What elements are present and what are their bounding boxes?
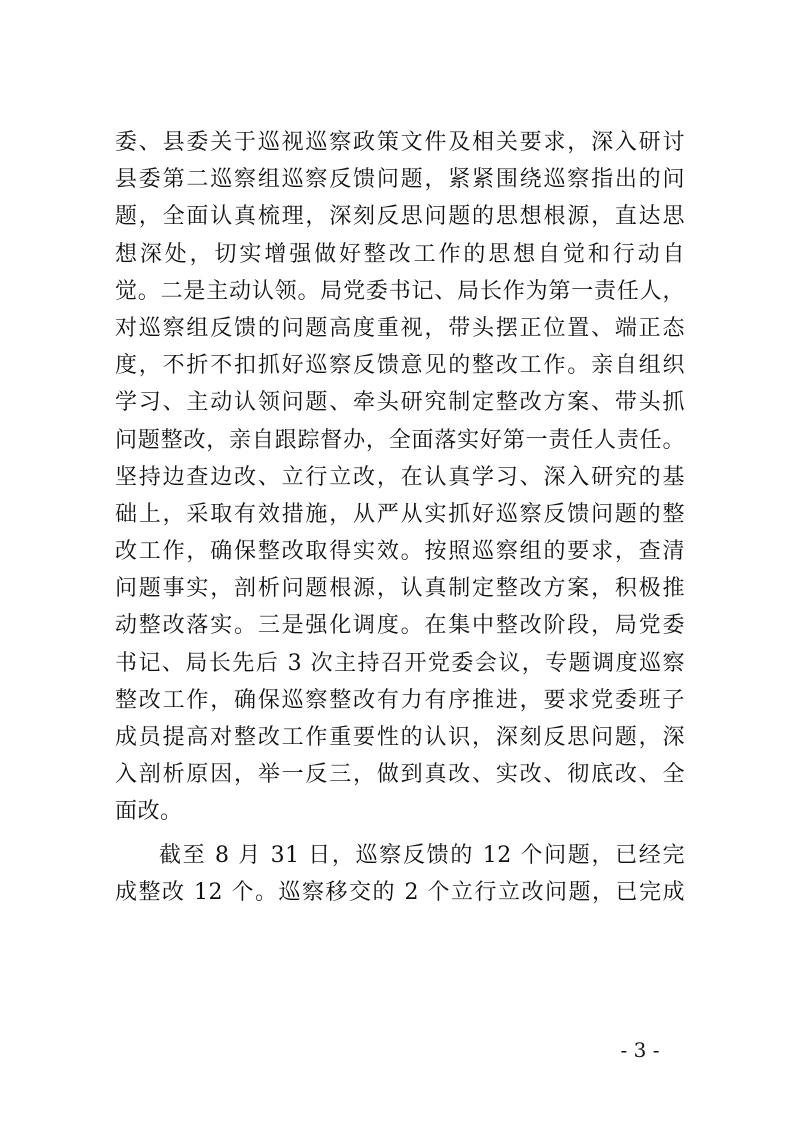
text-line: 成员提高对整改工作重要性的认识，深刻反思问题，深 <box>115 725 685 750</box>
text-line: 学习、主动认领问题、牵头研究制定整改方案、带头抓 <box>115 390 685 416</box>
text-line: 觉。二是主动认领。局党委书记、局长作为第一责任人， <box>115 278 685 304</box>
page-number: - 3 - <box>620 1038 660 1062</box>
text-line: 础上，采取有效措施，从严从实抓好巡察反馈问题的整 <box>115 501 685 527</box>
text-line: 成整改 12 个。巡察移交的 2 个立行立改问题，已完成 <box>115 879 685 905</box>
text-line: 问题整改，亲自跟踪督办，全面落实好第一责任人责任。 <box>115 427 685 453</box>
text-line: 问题事实，剖析问题根源，认真制定整改方案，积极推 <box>115 576 685 602</box>
text-line: 截至 8 月 31 日，巡察反馈的 12 个问题，已经完 <box>159 842 685 868</box>
text-line: 书记、局长先后 3 次主持召开党委会议，专题调度巡察 <box>115 650 685 676</box>
body-text <box>115 124 685 911</box>
text-line: 坚持边查边改、立行立改，在认真学习、深入研究的基 <box>115 464 685 490</box>
text-line: 面改。 <box>115 799 183 825</box>
text-line: 入剖析原因，举一反三，做到真改、实改、彻底改、全 <box>115 762 685 788</box>
text-line: 对巡察组反馈的问题高度重视，带头摆正位置、端正态 <box>115 315 685 341</box>
text-line: 题，全面认真梳理，深刻反思问题的思想根源，直达思 <box>115 204 685 230</box>
text-line: 整改工作，确保巡察整改有力有序推进，要求党委班子 <box>115 687 685 713</box>
text-line: 委、县委关于巡视巡察政策文件及相关要求，深入研讨 <box>115 130 685 155</box>
text-line: 动整改落实。三是强化调度。在集中整改阶段，局党委 <box>115 613 685 639</box>
text-line: 改工作，确保整改取得实效。按照巡察组的要求，查清 <box>115 539 685 565</box>
text-line: 想深处，切实增强做好整改工作的思想自觉和行动自 <box>115 241 685 267</box>
text-line: 度，不折不扣抓好巡察反馈意见的整改工作。亲自组织 <box>115 353 685 379</box>
text-line: 县委第二巡察组巡察反馈问题，紧紧围绕巡察指出的问 <box>115 167 685 193</box>
